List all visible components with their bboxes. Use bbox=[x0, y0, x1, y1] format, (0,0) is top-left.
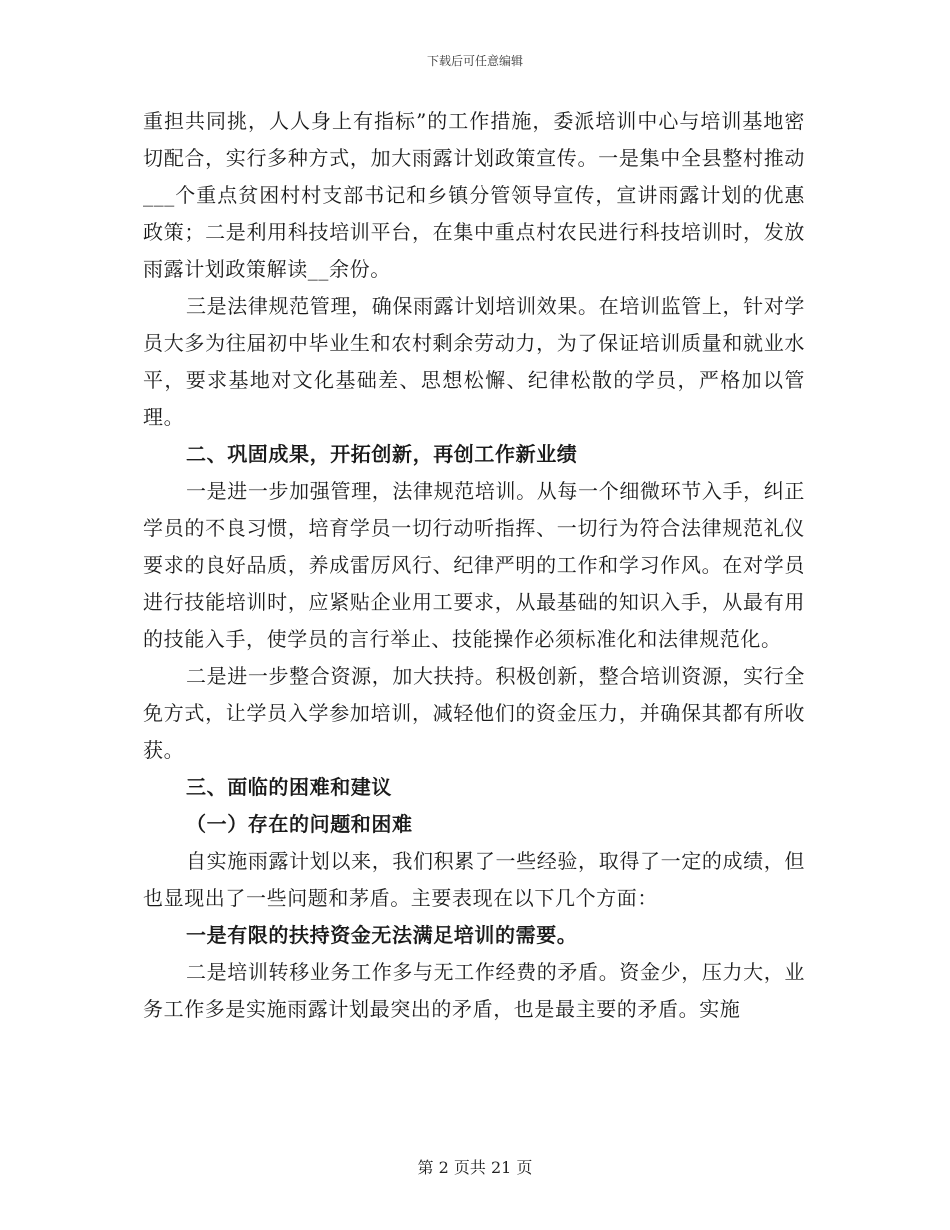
section-heading-2: 二、巩固成果，开拓创新，再创工作新业绩 bbox=[186, 442, 578, 466]
bold-point-1: 一是有限的扶持资金无法满足培训的需要。 bbox=[186, 923, 578, 947]
section-heading-3: 三、面临的困难和建议 bbox=[186, 775, 392, 799]
paragraph-6: 二是培训转移业务工作多与无工作经费的矛盾。资金少，压力大，业务工作多是实施雨露计划最突出的矛盾，也是最主要的矛盾。实施 bbox=[143, 960, 805, 1021]
paragraph-5: 自实施雨露计划以来，我们积累了一些经验，取得了一定的成绩，但也显现出了一些问题和茅盾。主要表现在以下几个方面： bbox=[143, 849, 805, 910]
paragraph-2: 三是法律规范管理，确保雨露计划培训效果。在培训监管上，针对学员大多为往届初中毕业生和农村剩余劳动力，为了保证培训质量和就业水平，要求基地对文化基础差、思想松懈、纪律松散的学员，严格加以管理。 bbox=[143, 294, 805, 429]
page-number: 第 2 页共 21 页 bbox=[417, 1158, 533, 1177]
subsection-heading-1: （一）存在的问题和困难 bbox=[186, 812, 413, 836]
document-body bbox=[143, 103, 805, 1028]
paragraph-4: 二是进一步整合资源，加大扶持。积极创新，整合培训资源，实行全免方式，让学员入学参加培训，减轻他们的资金压力，并确保其都有所收获。 bbox=[143, 664, 805, 762]
page-header-note: 下载后可任意编辑 bbox=[426, 54, 523, 68]
paragraph-1: 重担共同挑，人人身上有指标”的工作措施，委派培训中心与培训基地密切配合，实行多种方式，加大雨露计划政策宣传。一是集中全县整村推动___个重点贫困村村支部书记和乡镇分管领导宣传，宣讲雨露计划的优惠政策；二是利用科技培训平台，在集中重点村农民进行科技培训时，发放雨露计划政策解读__余份。 bbox=[143, 109, 805, 281]
paragraph-3: 一是进一步加强管理，法律规范培训。从每一个细微环节入手，纠正学员的不良习惯，培育学员一切行动听指挥、一切行为符合法律规范礼仪要求的良好品质，养成雷厉风行、纪律严明的工作和学习作风。在对学员进行技能培训时，应紧贴企业用工要求，从最基础的知识入手，从最有用的技能入手，使学员的言行举止、技能操作必须标准化和法律规范化。 bbox=[143, 479, 805, 651]
